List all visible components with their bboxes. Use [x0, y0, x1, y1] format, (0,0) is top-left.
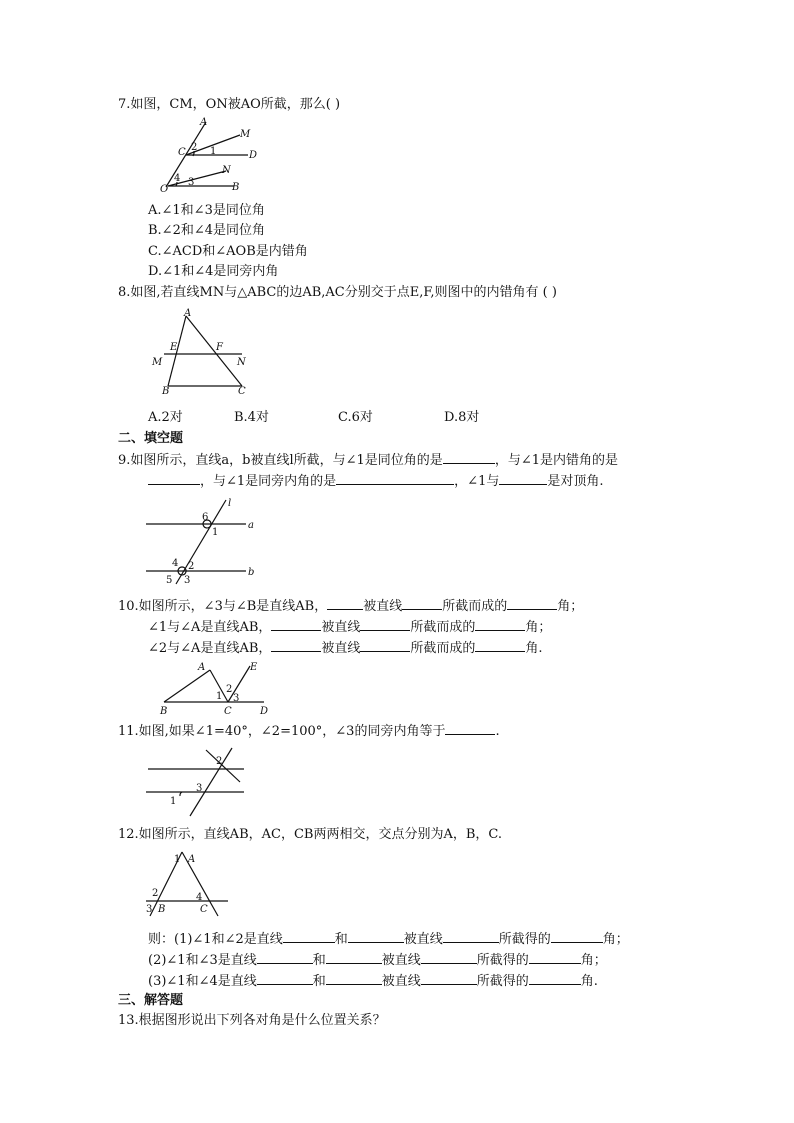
q12-label-2: 2	[152, 888, 159, 899]
q10-blank-2[interactable]	[402, 597, 442, 610]
q8-figure	[150, 308, 255, 398]
q11-end: .	[495, 724, 500, 739]
q12-label-B: B	[158, 904, 166, 915]
q10-label-C: C	[224, 706, 232, 717]
q9-text-1a: 9.如图所示，直线a，b被直线l所截，与∠1是同位角的是	[118, 453, 443, 468]
q7-label-2: 2	[191, 142, 198, 153]
q12-text-1d: 所截得的	[498, 932, 551, 947]
q12-label-1: 1	[174, 854, 181, 865]
q10-text-2c: 所截而成的	[410, 620, 476, 635]
q12-text-3c: 被直线	[381, 974, 421, 989]
q10-blank-5[interactable]	[360, 618, 410, 631]
q9-text-2a: ，与∠1是同旁内角的是	[200, 474, 337, 489]
q10-text-2a: ∠1与∠A是直线AB，	[148, 620, 272, 635]
q12-row-2	[148, 951, 607, 969]
q10-line-2	[148, 618, 551, 636]
q7-label-M: M	[240, 129, 251, 140]
q7-option-a: A.∠1和∠3是同位角	[148, 203, 265, 218]
q10-label-E: E	[250, 662, 258, 673]
q10-label-A: A	[198, 662, 206, 673]
q12-blank-2[interactable]	[348, 930, 404, 943]
q9-blank-2[interactable]	[148, 472, 200, 485]
q7-figure	[158, 116, 268, 196]
q9-blank-3[interactable]	[336, 472, 454, 485]
section-fill-in-title: 二、填空题	[118, 431, 184, 446]
q9-text-2b: ，∠1与	[454, 474, 500, 489]
q9-blank-1[interactable]	[443, 451, 495, 464]
q12-text-1c: 被直线	[403, 932, 443, 947]
q8-label-F: F	[216, 342, 223, 353]
q8-label-M: M	[152, 357, 163, 368]
q12-blank-5[interactable]	[257, 951, 313, 964]
q12-text-2d: 所截得的	[476, 953, 529, 968]
q7-label-D: D	[249, 150, 258, 161]
q10-line-3	[148, 639, 543, 657]
q13-stem: 13.根据图形说出下列各对角是什么位置关系？	[118, 1013, 386, 1028]
q12-figure	[144, 850, 234, 920]
q10-text-2d: 角；	[525, 620, 552, 635]
q12-blank-1[interactable]	[283, 930, 335, 943]
q7-stem: 7.如图，CM，ON被AO所截，那么( )	[118, 97, 341, 112]
q10-line-1	[118, 597, 583, 615]
q12-text-2a: (2)∠1和∠3是直线	[148, 953, 257, 968]
q11-label-3: 3	[196, 783, 203, 794]
q12-text-3b: 和	[312, 974, 326, 989]
q9-label-b: b	[248, 567, 255, 578]
q12-blank-12[interactable]	[529, 972, 581, 985]
q7-label-N: N	[222, 165, 231, 176]
q7-label-3: 3	[188, 177, 195, 188]
q11-figure	[144, 744, 254, 820]
q10-text-3b: 被直线	[321, 641, 361, 656]
q12-text-1b: 和	[334, 932, 348, 947]
q12-label-C: C	[200, 904, 208, 915]
q9-label-2: 2	[188, 561, 195, 572]
q8-label-C: C	[238, 386, 246, 397]
q7-option-c: C.∠ACD和∠AOB是内错角	[148, 244, 308, 259]
q11-text: 11.如图,如果∠1=40°，∠2=100°，∠3的同旁内角等于	[118, 724, 446, 739]
q12-row-1	[148, 930, 629, 948]
q12-text-2e: 角；	[580, 953, 607, 968]
q8-option-a: A.2对	[148, 410, 183, 425]
q10-blank-9[interactable]	[475, 639, 525, 652]
q12-blank-10[interactable]	[326, 972, 382, 985]
q12-text-2c: 被直线	[381, 953, 421, 968]
q12-text-1a: 则：(1)∠1和∠2是直线	[148, 932, 283, 947]
q10-text-1a: 10.如图所示，∠3与∠B是直线AB，	[118, 599, 328, 614]
q10-text-1c: 所截而成的	[442, 599, 508, 614]
q10-text-3d: 角.	[525, 641, 543, 656]
q7-label-4: 4	[174, 173, 181, 184]
q12-text-3e: 角.	[580, 974, 598, 989]
q11-blank[interactable]	[445, 722, 495, 735]
q7-label-C: C	[178, 147, 186, 158]
q12-blank-11[interactable]	[421, 972, 477, 985]
q9-label-5: 5	[166, 575, 173, 586]
q12-row-3	[148, 972, 598, 990]
q12-blank-8[interactable]	[529, 951, 581, 964]
q7-option-d: D.∠1和∠4是同旁内角	[148, 264, 279, 279]
q8-option-d: D.8对	[444, 410, 480, 425]
q9-label-4: 4	[172, 558, 179, 569]
q10-text-3c: 所截而成的	[410, 641, 476, 656]
q7-option-b: B.∠2和∠4是同位角	[148, 223, 266, 238]
q9-text-1b: ，与∠1是内错角的是	[494, 453, 618, 468]
q12-text-3a: (3)∠1和∠4是直线	[148, 974, 257, 989]
q12-label-4: 4	[196, 892, 203, 903]
q12-label-3: 3	[146, 904, 153, 915]
q12-blank-3[interactable]	[443, 930, 499, 943]
q12-blank-6[interactable]	[326, 951, 382, 964]
q9-label-6: 6	[202, 512, 209, 523]
q10-blank-3[interactable]	[507, 597, 557, 610]
q10-figure	[156, 660, 276, 716]
q10-text-1d: 角；	[557, 599, 584, 614]
q8-label-N: N	[237, 357, 246, 368]
q10-text-2b: 被直线	[321, 620, 361, 635]
q10-label-B: B	[160, 706, 168, 717]
q12-text-1e: 角；	[602, 932, 629, 947]
q8-stem: 8.如图,若直线MN与△ABC的边AB,AC分别交于点E,F,则图中的内错角有 ( )	[118, 285, 557, 300]
q12-text-2b: 和	[312, 953, 326, 968]
q10-blank-7[interactable]	[271, 639, 321, 652]
q8-option-c: C.6对	[338, 410, 373, 425]
q11-label-1: 1	[170, 796, 177, 807]
q11-label-2: 2	[216, 756, 223, 767]
q9-label-3: 3	[184, 575, 191, 586]
q7-label-O: O	[160, 184, 169, 195]
q7-label-1: 1	[210, 146, 217, 157]
q10-text-1b: 被直线	[363, 599, 403, 614]
q12-blank-9[interactable]	[257, 972, 313, 985]
q9-text-2c: 是对顶角.	[547, 474, 604, 489]
q9-figure	[144, 496, 264, 586]
q7-label-B: B	[232, 182, 240, 193]
q10-label-3: 3	[233, 693, 240, 704]
q9-label-a: a	[248, 520, 254, 531]
q12-stem: 12.如图所示，直线AB，AC，CB两两相交，交点分别为A，B，C.	[118, 827, 503, 842]
q12-text-3d: 所截得的	[476, 974, 529, 989]
q12-blank-7[interactable]	[421, 951, 477, 964]
q8-option-b: B.4对	[234, 410, 269, 425]
q10-text-3a: ∠2与∠A是直线AB，	[148, 641, 272, 656]
q9-label-1: 1	[212, 527, 219, 538]
q8-label-E: E	[170, 342, 178, 353]
q12-blank-4[interactable]	[551, 930, 603, 943]
q10-blank-8[interactable]	[360, 639, 410, 652]
q11-line	[118, 722, 500, 740]
q10-label-1: 1	[216, 691, 223, 702]
q8-label-B: B	[162, 386, 170, 397]
q8-label-A: A	[184, 308, 192, 319]
q9-label-l: l	[228, 498, 232, 509]
q10-label-D: D	[260, 706, 269, 717]
q10-blank-4[interactable]	[271, 618, 321, 631]
q9-line-1	[118, 451, 618, 469]
q10-blank-6[interactable]	[475, 618, 525, 631]
q12-label-A: A	[188, 854, 196, 865]
q10-label-2: 2	[226, 684, 233, 695]
q10-blank-1[interactable]	[327, 597, 363, 610]
q7-label-A: A	[200, 117, 208, 128]
q9-blank-4[interactable]	[499, 472, 547, 485]
section-answer-title: 三、解答题	[118, 993, 184, 1008]
q9-line-2	[148, 472, 603, 490]
